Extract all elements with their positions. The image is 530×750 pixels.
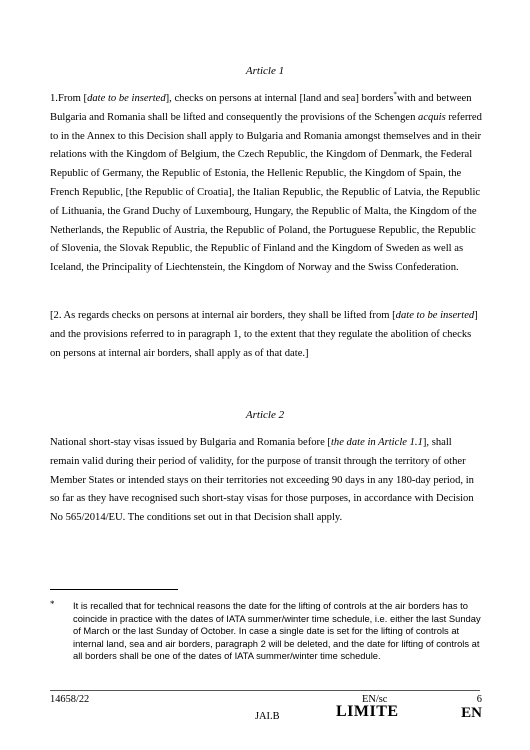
a1p1-date-placeholder: date to be inserted [87, 93, 166, 104]
a1p1-text-f: referred to in the Annex to this Decision shall apply to Bulgaria and Romania amongst themselves and in their relations with the Kingdom of Belgium, the Czech Republic, the Kingdom of Denmark, the Federal Republic of Germany, the Republic of Estonia, the Hellenic Republic, the Kingdom of Spain, the French Republic, [the Republic of Croatia], the Italian Republic, the Republic of Latvia, the Republic of Lithuania, the Grand Duchy of Luxembourg, Hungary, the Republic of Malta, the Kingdom of the Netherlands, the Republic of Austria, the Republic of Poland, the Portuguese Republic, the Republic of Slovenia, the Slovak Republic, the Republic of Finland and the Kingdom of Sweden as well as Iceland, the Principality of Liechtenstein, the Kingdom of Norway and the Swiss Confederation. [50, 111, 482, 274]
a1p1-text-c: ], checks on persons at internal [land and sea] borders [165, 93, 394, 104]
article-1-heading: Article 1 [245, 65, 285, 77]
footer-classification: LIMITE [336, 703, 399, 720]
footer-page-number: 6 [476, 694, 482, 705]
a2p1-text-a: National short-stay visas issued by Bulgaria and Romania before [ [50, 437, 331, 448]
footnote-text: It is recalled that for technical reasons the date for the lifting of controls at the air borders has to coincide in practice with the dates of IATA summer/winter time schedule, i.e. either the last Sunday of March or the last Sunday of October. In case a single date is set for the lifting of controls at internal land, sea and air borders, paragraph 2 will be deleted, and the date for lifting of controls at all borders shall be one of the dates of IATA summer/winter time schedule. [73, 600, 481, 662]
footnote-separator [50, 589, 178, 590]
article-1-paragraph-2 [50, 307, 482, 363]
footnote-mark: * [50, 599, 55, 609]
footer-lang-ref: EN/sc [362, 694, 388, 705]
a1p2-text-a: [2. As regards checks on persons at internal air borders, they shall be lifted from [ [50, 310, 396, 321]
footer-language: EN [461, 705, 482, 721]
a1p2-date-placeholder: date to be inserted [395, 310, 475, 321]
article-1-paragraph-1 [50, 90, 482, 278]
a2p1-text-c: ], shall remain valid during their period of validity, for the purpose of transit through the territory of other Member States or intended stays on their territories not exceeding 90 days in any 180-day period, in so far as they have recognised such short-stay visas for those purposes, in accordance with Decision No 565/2014/EU. The conditions set out in that Decision shall apply. [50, 437, 474, 524]
a1p2-text-c: ] and the provisions referred to in paragraph 1, to the extent that they regulate the abolition of checks on persons at internal air borders, shall apply as of that date.] [50, 310, 478, 359]
footer-separator [50, 690, 480, 691]
footnote-reference[interactable]: * [393, 90, 397, 99]
a1p1-acquis: acquis [418, 111, 446, 123]
footer-unit: JAI.B [255, 711, 280, 722]
article-2-paragraph-1 [50, 434, 482, 528]
a2p1-date-reference: the date in Article 1.1 [330, 437, 423, 448]
a1p1-text-a: 1.From [ [50, 93, 88, 104]
article-2-heading: Article 2 [245, 409, 285, 421]
a1p1-text-d: with and between Bulgaria and Romania shall be lifted and consequently the provisions of the Schengen [50, 93, 472, 123]
footer-doc-number: 14658/22 [50, 694, 90, 705]
